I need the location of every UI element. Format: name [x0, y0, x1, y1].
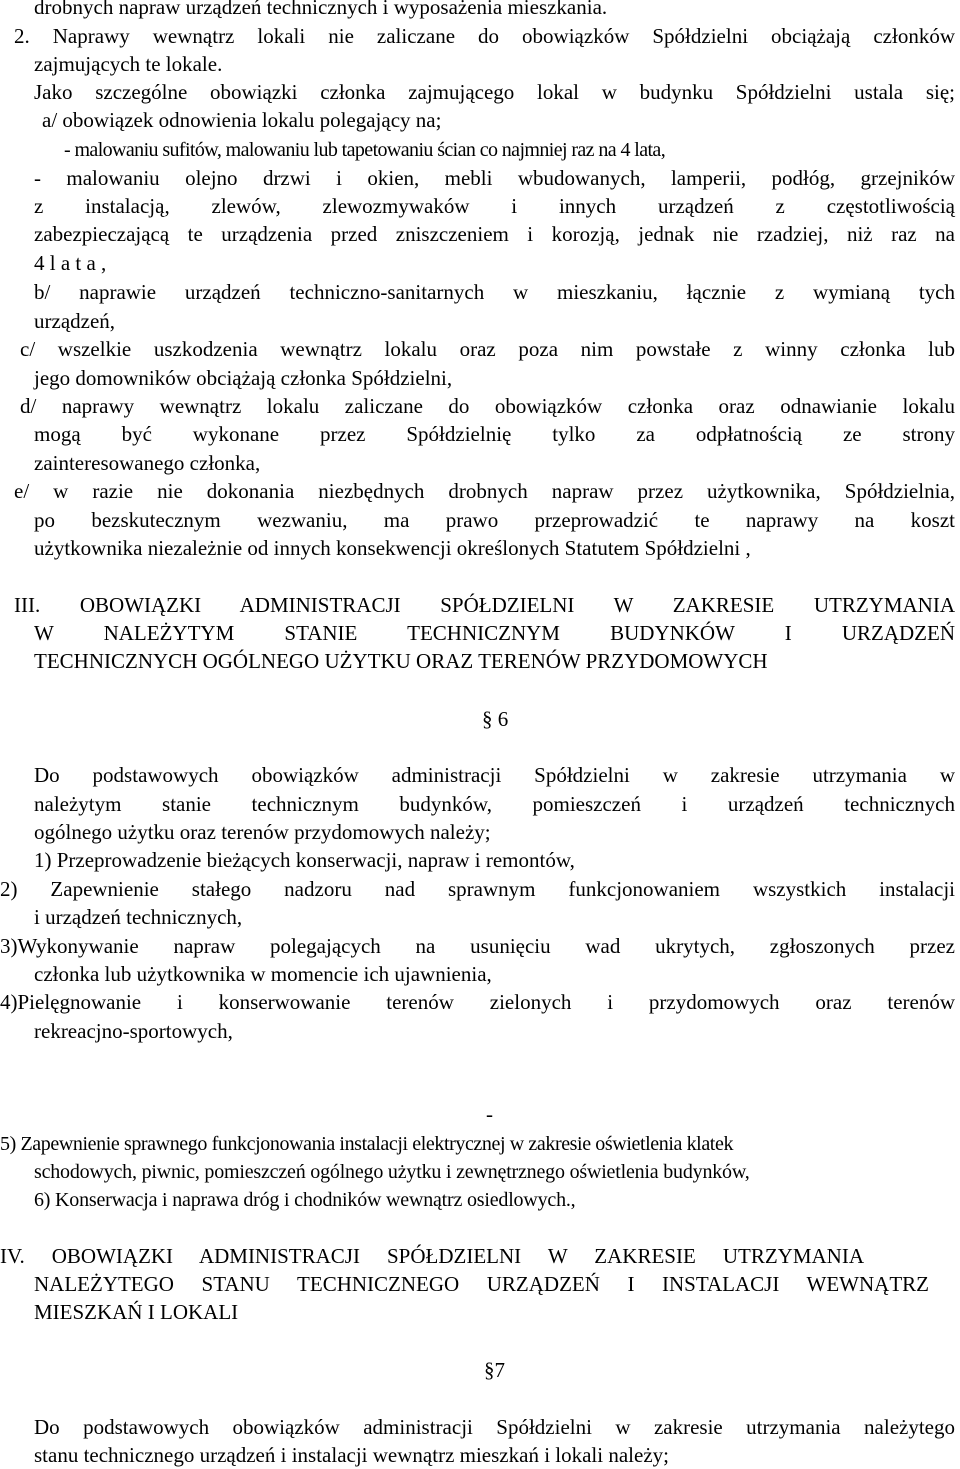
list-item-3-cont: członka lub użytkownika w momencie ich ujawnienia,	[34, 962, 492, 986]
list-item-6: 6) Konserwacja i naprawa dróg i chodników wewnątrz osiedlowych.,	[34, 1189, 576, 1211]
paragraph-number-6: § 6	[482, 707, 509, 731]
text-line-27: ogólnego użytku oraz terenów przydomowych należy;	[34, 820, 491, 844]
text-line-14: jego domowników obciążają członka Spółdzielni,	[34, 366, 453, 390]
text-line-2: 2. Naprawy wewnątrz lokali nie zaliczane do obowiązków Spółdzielni obciążają członków	[14, 24, 955, 48]
text-line-16: mogą być wykonane przez Spółdzielnię tylko za odpłatnością ze strony	[34, 422, 955, 446]
section-heading-4-line-2: NALEŻYTEGO STANU TECHNICZNEGO URZĄDZEŃ I INSTALACJI WEWNĄTRZ	[34, 1272, 929, 1296]
list-item-2-cont: i urządzeń technicznych,	[34, 905, 243, 929]
text-line-9: zabezpieczającą te urządzenia przed zniszczeniem i korozją, jednak nie rzadziej, niż raz na	[34, 222, 955, 246]
text-line-20: użytkownika niezależnie od innych konsekwencji określonych Statutem Spółdzielni ,	[34, 536, 751, 560]
list-item-4-cont: rekreacjno-sportowych,	[34, 1019, 233, 1043]
text-line-43: Do podstawowych obowiązków administracji Spółdzielni w zakresie utrzymania należytego	[34, 1415, 955, 1439]
text-line-26: należytym stanie technicznym budynków, pomieszczeń i urządzeń technicznych	[34, 792, 955, 816]
list-item-3: 3)Wykonywanie napraw polegających na usunięciu wad ukrytych, zgłoszonych przez	[0, 934, 955, 958]
text-line-1: drobnych napraw urządzeń technicznych i wyposażenia mieszkania.	[34, 0, 608, 19]
list-item-5-cont: schodowych, piwnic, pomieszczeń ogólnego użytku i zewnętrznego oświetlenia budynków,	[34, 1161, 750, 1183]
section-heading-4-line-1: IV. OBOWIĄZKI ADMINISTRACJI SPÓŁDZIELNI W ZAKRESIE UTRZYMANIA	[0, 1244, 864, 1268]
text-line-19: po bezskutecznym wezwaniu, ma prawo przeprowadzić te naprawy na koszt	[34, 508, 955, 532]
text-line-12: urządzeń,	[34, 309, 116, 333]
text-line-15: d/ naprawy wewnątrz lokalu zaliczane do obowiązków członka oraz odnawianie lokalu	[20, 394, 955, 418]
text-line-18: e/ w razie nie dokonania niezbędnych drobnych napraw przez użytkownika, Spółdzielnia,	[14, 479, 955, 503]
text-line-11: b/ naprawie urządzeń techniczno-sanitarnych w mieszkaniu, łącznie z wymianą tych	[34, 280, 955, 304]
section-heading-3-line-1: III. OBOWIĄZKI ADMINISTRACJI SPÓŁDZIELNI W ZAKRESIE UTRZYMANIA	[14, 593, 955, 617]
text-line-10: 4 l a t a ,	[34, 251, 107, 275]
text-line-44: stanu technicznego urządzeń i instalacji wewnątrz mieszkań i lokali należy;	[34, 1443, 669, 1467]
text-line-8: z instalacją, zlewów, zlewozmywaków i innych urządzeń z częstotliwością	[34, 194, 955, 218]
text-line-25: Do podstawowych obowiązków administracji Spółdzielni w zakresie utrzymania w	[34, 763, 955, 787]
dash-separator: -	[486, 1102, 493, 1126]
text-line-13: c/ wszelkie uszkodzenia wewnątrz lokalu oraz poza nim powstałe z winny członka lub	[20, 337, 955, 361]
list-item-4: 4)Pielęgnowanie i konserwowanie terenów zielonych i przydomowych oraz terenów	[0, 990, 955, 1014]
list-item-2: 2) Zapewnienie stałego nadzoru nad sprawnym funkcjonowaniem wszystkich instalacji	[0, 877, 955, 901]
text-line-7: - malowaniu olejno drzwi i okien, mebli wbudowanych, lamperii, podłóg, grzejników	[34, 166, 955, 190]
section-heading-3-line-2: W NALEŻYTYM STANIE TECHNICZNYM BUDYNKÓW I URZĄDZEŃ	[34, 621, 955, 645]
section-heading-3-line-3: TECHNICZNYCH OGÓLNEGO UŻYTKU ORAZ TERENÓW PRZYDOMOWYCH	[34, 649, 768, 673]
list-item-5: 5) Zapewnienie sprawnego funkcjonowania instalacji elektrycznej w zakresie oświetlenia klatek	[0, 1133, 734, 1155]
section-heading-4-line-3: MIESZKAŃ I LOKALI	[34, 1300, 239, 1324]
text-line-3: zajmujących te lokale.	[34, 52, 223, 76]
list-item-1: 1) Przeprowadzenie bieżących konserwacji, napraw i remontów,	[34, 848, 575, 872]
text-line-5: a/ obowiązek odnowienia lokalu polegający na;	[42, 108, 442, 132]
text-line-4: Jako szczególne obowiązki członka zajmującego lokal w budynku Spółdzielni ustala się;	[34, 80, 955, 104]
text-line-17: zainteresowanego członka,	[34, 451, 261, 475]
paragraph-number-7: §7	[484, 1358, 505, 1382]
text-line-6: - malowaniu sufitów, malowaniu lub tapetowaniu ścian co najmniej raz na 4 lata,	[64, 139, 666, 161]
